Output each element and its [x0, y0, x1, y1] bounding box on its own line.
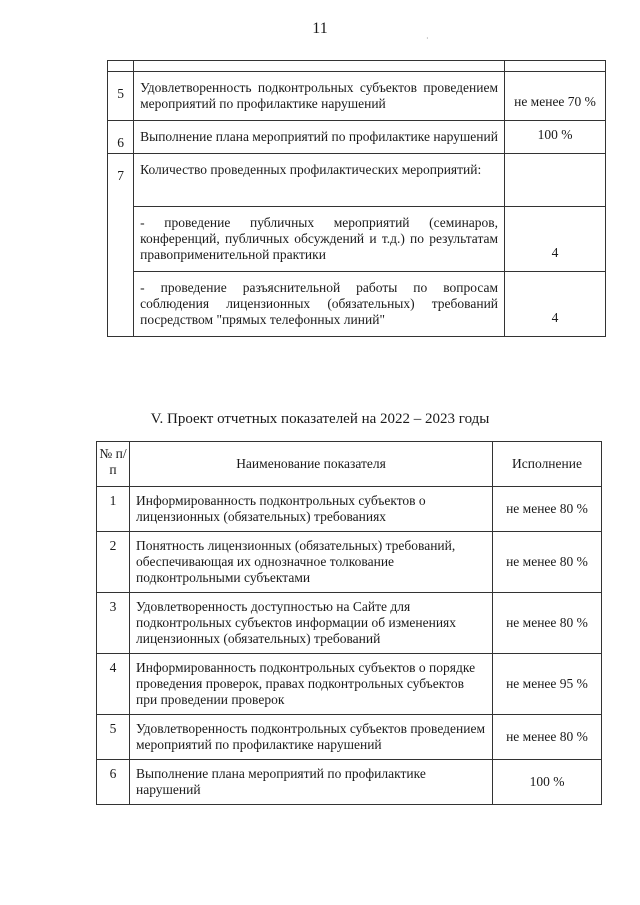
indicator-value: не менее 70 %: [505, 72, 606, 121]
indicator-name: Выполнение плана мероприятий по профилактике нарушений: [134, 121, 505, 154]
table-cell: [134, 61, 505, 72]
row-number: 1: [97, 487, 130, 532]
indicators-table-continued: [107, 60, 606, 337]
page-number: 11: [312, 20, 328, 37]
indicator-name: Информированность подконтрольных субъектов о порядке проведения проверок, правах подконтрольных субъектов при проведении проверок: [130, 654, 493, 715]
indicator-name: Удовлетворенность подконтрольных субъектов проведением мероприятий по профилактике нарушений: [134, 72, 505, 121]
indicator-name: Удовлетворенность доступностью на Сайте для подконтрольных субъектов информации об изменениях лицензионных (обязательных) требований: [130, 593, 493, 654]
indicator-value: 100 %: [505, 121, 606, 154]
row-number: 4: [97, 654, 130, 715]
column-header-number: № п/п: [97, 442, 130, 487]
indicator-subitem: - проведение публичных мероприятий (семинаров, конференций, публичных обсуждений и т.д.) по результатам правоприменительной практики: [134, 207, 505, 272]
row-number: 2: [97, 532, 130, 593]
row-number: 3: [97, 593, 130, 654]
table-row: [97, 654, 602, 715]
table-row: [97, 760, 602, 805]
row-number: 6: [108, 121, 134, 154]
indicator-value: не менее 80 %: [493, 593, 602, 654]
table-subrow: [108, 272, 606, 337]
table-row: [97, 593, 602, 654]
indicator-name: Информированность подконтрольных субъектов о лицензионных (обязательных) требованиях: [130, 487, 493, 532]
section-title: V. Проект отчетных показателей на 2022 – 2023 годы: [150, 411, 490, 427]
indicator-value: 4: [505, 207, 606, 272]
indicator-name: Количество проведенных профилактических мероприятий:: [134, 154, 505, 207]
indicator-value: не менее 80 %: [493, 715, 602, 760]
reporting-indicators-table: [96, 441, 602, 805]
indicator-subitem: - проведение разъяснительной работы по вопросам соблюдения лицензионных (обязательных) требований посредством "прямых телефонных линий": [134, 272, 505, 337]
table-cell: [505, 61, 606, 72]
table-cell: [108, 61, 134, 72]
column-header-name: Наименование показателя: [130, 442, 493, 487]
indicator-value: не менее 80 %: [493, 487, 602, 532]
row-number: 5: [97, 715, 130, 760]
indicator-value: 100 %: [493, 760, 602, 805]
row-number: 5: [108, 72, 134, 121]
indicator-name: Понятность лицензионных (обязательных) требований, обеспечивающая их однозначное толкование подконтрольными субъектами: [130, 532, 493, 593]
table-row: [97, 532, 602, 593]
indicator-value: не менее 95 %: [493, 654, 602, 715]
indicator-value: не менее 80 %: [493, 532, 602, 593]
table-row: [97, 487, 602, 532]
table-row-top-edge: [108, 61, 606, 72]
table-row: [97, 715, 602, 760]
stray-mark: ·: [426, 34, 429, 43]
indicator-value: [505, 154, 606, 207]
indicator-name: Выполнение плана мероприятий по профилактике нарушений: [130, 760, 493, 805]
row-number: 6: [97, 760, 130, 805]
table-row: [108, 72, 606, 121]
indicator-name: Удовлетворенность подконтрольных субъектов проведением мероприятий по профилактике нарушений: [130, 715, 493, 760]
row-number: 7: [108, 154, 134, 337]
table-row: [108, 121, 606, 154]
table-subrow: [108, 207, 606, 272]
table-row: [108, 154, 606, 207]
indicator-value: 4: [505, 272, 606, 337]
table-header-row: [97, 442, 602, 487]
column-header-value: Исполнение: [493, 442, 602, 487]
